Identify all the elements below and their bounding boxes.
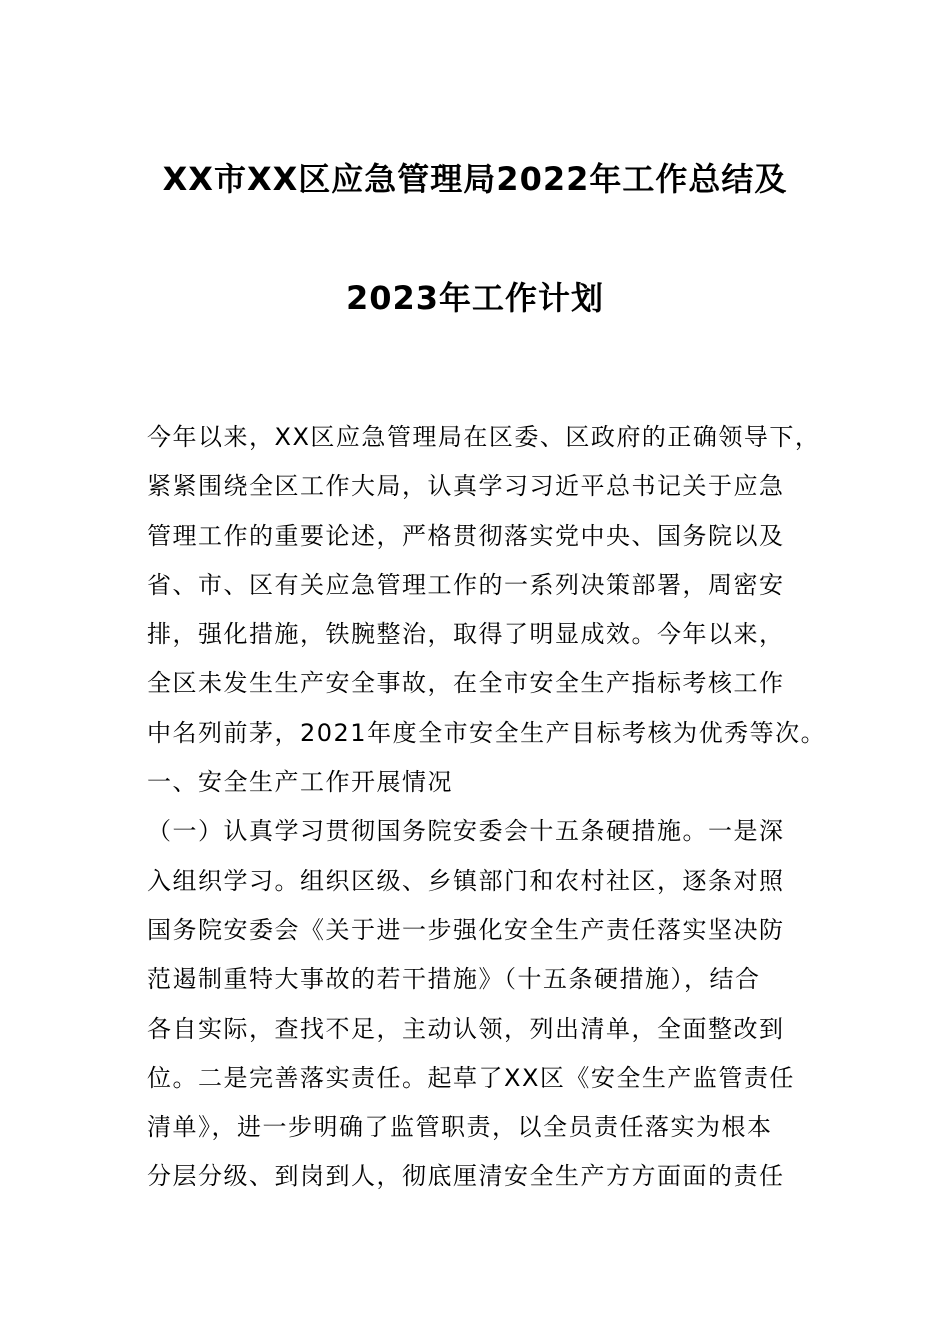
document-body bbox=[147, 413, 827, 1202]
body-line: 入组织学习。组织区级、乡镇部门和农村社区，逐条对照 bbox=[147, 866, 785, 895]
body-line: 位。二是完善落实责任。起草了XX区《安全生产监管责任 bbox=[147, 1063, 795, 1092]
body-line: 排，强化措施，铁腕整治，取得了明显成效。今年以来， bbox=[147, 620, 785, 649]
document-title-line-2: 2023年工作计划 bbox=[345, 279, 605, 317]
body-line: 清单》，进一步明确了监管职责，以全员责任落实为根本 bbox=[147, 1113, 773, 1142]
body-line: 省、市、区有关应急管理工作的一系列决策部署，周密安 bbox=[147, 570, 785, 599]
body-line: （一）认真学习贯彻国务院安委会十五条硬措施。一是深 bbox=[147, 817, 785, 846]
body-line: 全区未发生生产安全事故，在全市安全生产指标考核工作 bbox=[147, 669, 785, 698]
body-line: 国务院安委会《关于进一步强化安全生产责任落实坚决防 bbox=[147, 915, 785, 944]
body-line: 各自实际，查找不足，主动认领，列出清单，全面整改到 bbox=[147, 1014, 785, 1043]
section-heading: 一、安全生产工作开展情况 bbox=[147, 768, 453, 797]
body-line: 分层分级、到岗到人，彻底厘清安全生产方方面面的责任 bbox=[147, 1162, 785, 1191]
body-line: 范遏制重特大事故的若干措施》（十五条硬措施），结合 bbox=[147, 965, 761, 994]
body-line: 管理工作的重要论述，严格贯彻落实党中央、国务院以及 bbox=[147, 521, 785, 550]
body-line: 紧紧围绕全区工作大局，认真学习习近平总书记关于应急 bbox=[147, 472, 785, 501]
document-title-line-1: XX市XX区应急管理局2022年工作总结及 bbox=[162, 160, 788, 198]
body-line: 今年以来，XX区应急管理局在区委、区政府的正确领导下， bbox=[147, 423, 821, 451]
body-line: 中名列前茅，2021年度全市安全生产目标考核为优秀等次。 bbox=[147, 718, 827, 747]
